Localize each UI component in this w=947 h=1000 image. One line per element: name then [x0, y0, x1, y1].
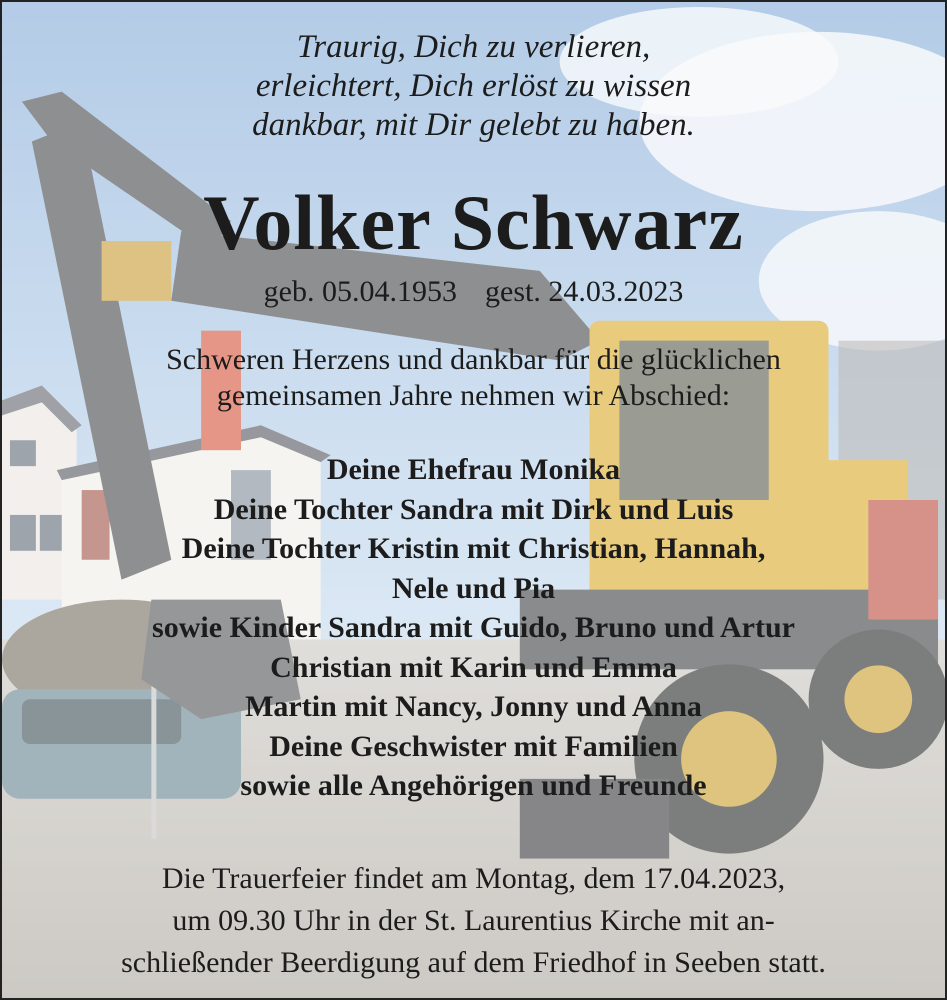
mourner-line: Deine Ehefrau Monika — [326, 453, 621, 486]
mourner-line: Deine Tochter Sandra mit Dirk und Luis — [213, 492, 734, 526]
mourner-line: Martin mit Nancy, Jonny und Anna — [245, 690, 702, 723]
intro-line: Schweren Herzens und dankbar für die glücklichen — [166, 343, 781, 376]
birth-date: geb. 05.04.1953 — [263, 275, 457, 308]
mourner-line: sowie Kinder Sandra mit Guido, Bruno und Artur — [152, 611, 795, 644]
deceased-name: Volker Schwarz — [203, 179, 744, 266]
funeral-service-info — [2, 858, 945, 984]
mourner-line: Deine Tochter Kristin mit Christian, Hannah, — [181, 532, 766, 565]
life-dates — [2, 274, 945, 310]
intro-line: gemeinsamen Jahre nehmen wir Abschied: — [216, 379, 731, 412]
mourner-line: Deine Geschwister mit Familien — [269, 729, 678, 763]
mourner-line: Nele und Pia — [391, 571, 556, 605]
motto-line: erleichtert, Dich erlöst zu wissen — [255, 68, 692, 104]
mourner-line: sowie alle Angehörigen und Freunde — [240, 769, 707, 802]
mourner-line: Christian mit Karin und Emma — [270, 650, 677, 684]
mourners-list — [2, 450, 945, 806]
service-line: Die Trauerfeier findet am Montag, dem 17.04.2023, — [161, 862, 786, 895]
motto — [2, 28, 945, 145]
service-line: schließender Beerdigung auf dem Friedhof in Seeben statt. — [121, 946, 826, 979]
motto-line: Traurig, Dich zu verlieren, — [296, 29, 651, 65]
death-date: gest. 24.03.2023 — [485, 275, 684, 308]
service-line: um 09.30 Uhr in der St. Laurentius Kirche mit an- — [172, 904, 775, 937]
farewell-intro — [2, 342, 945, 414]
motto-line: dankbar, mit Dir gelebt zu haben. — [252, 107, 695, 143]
